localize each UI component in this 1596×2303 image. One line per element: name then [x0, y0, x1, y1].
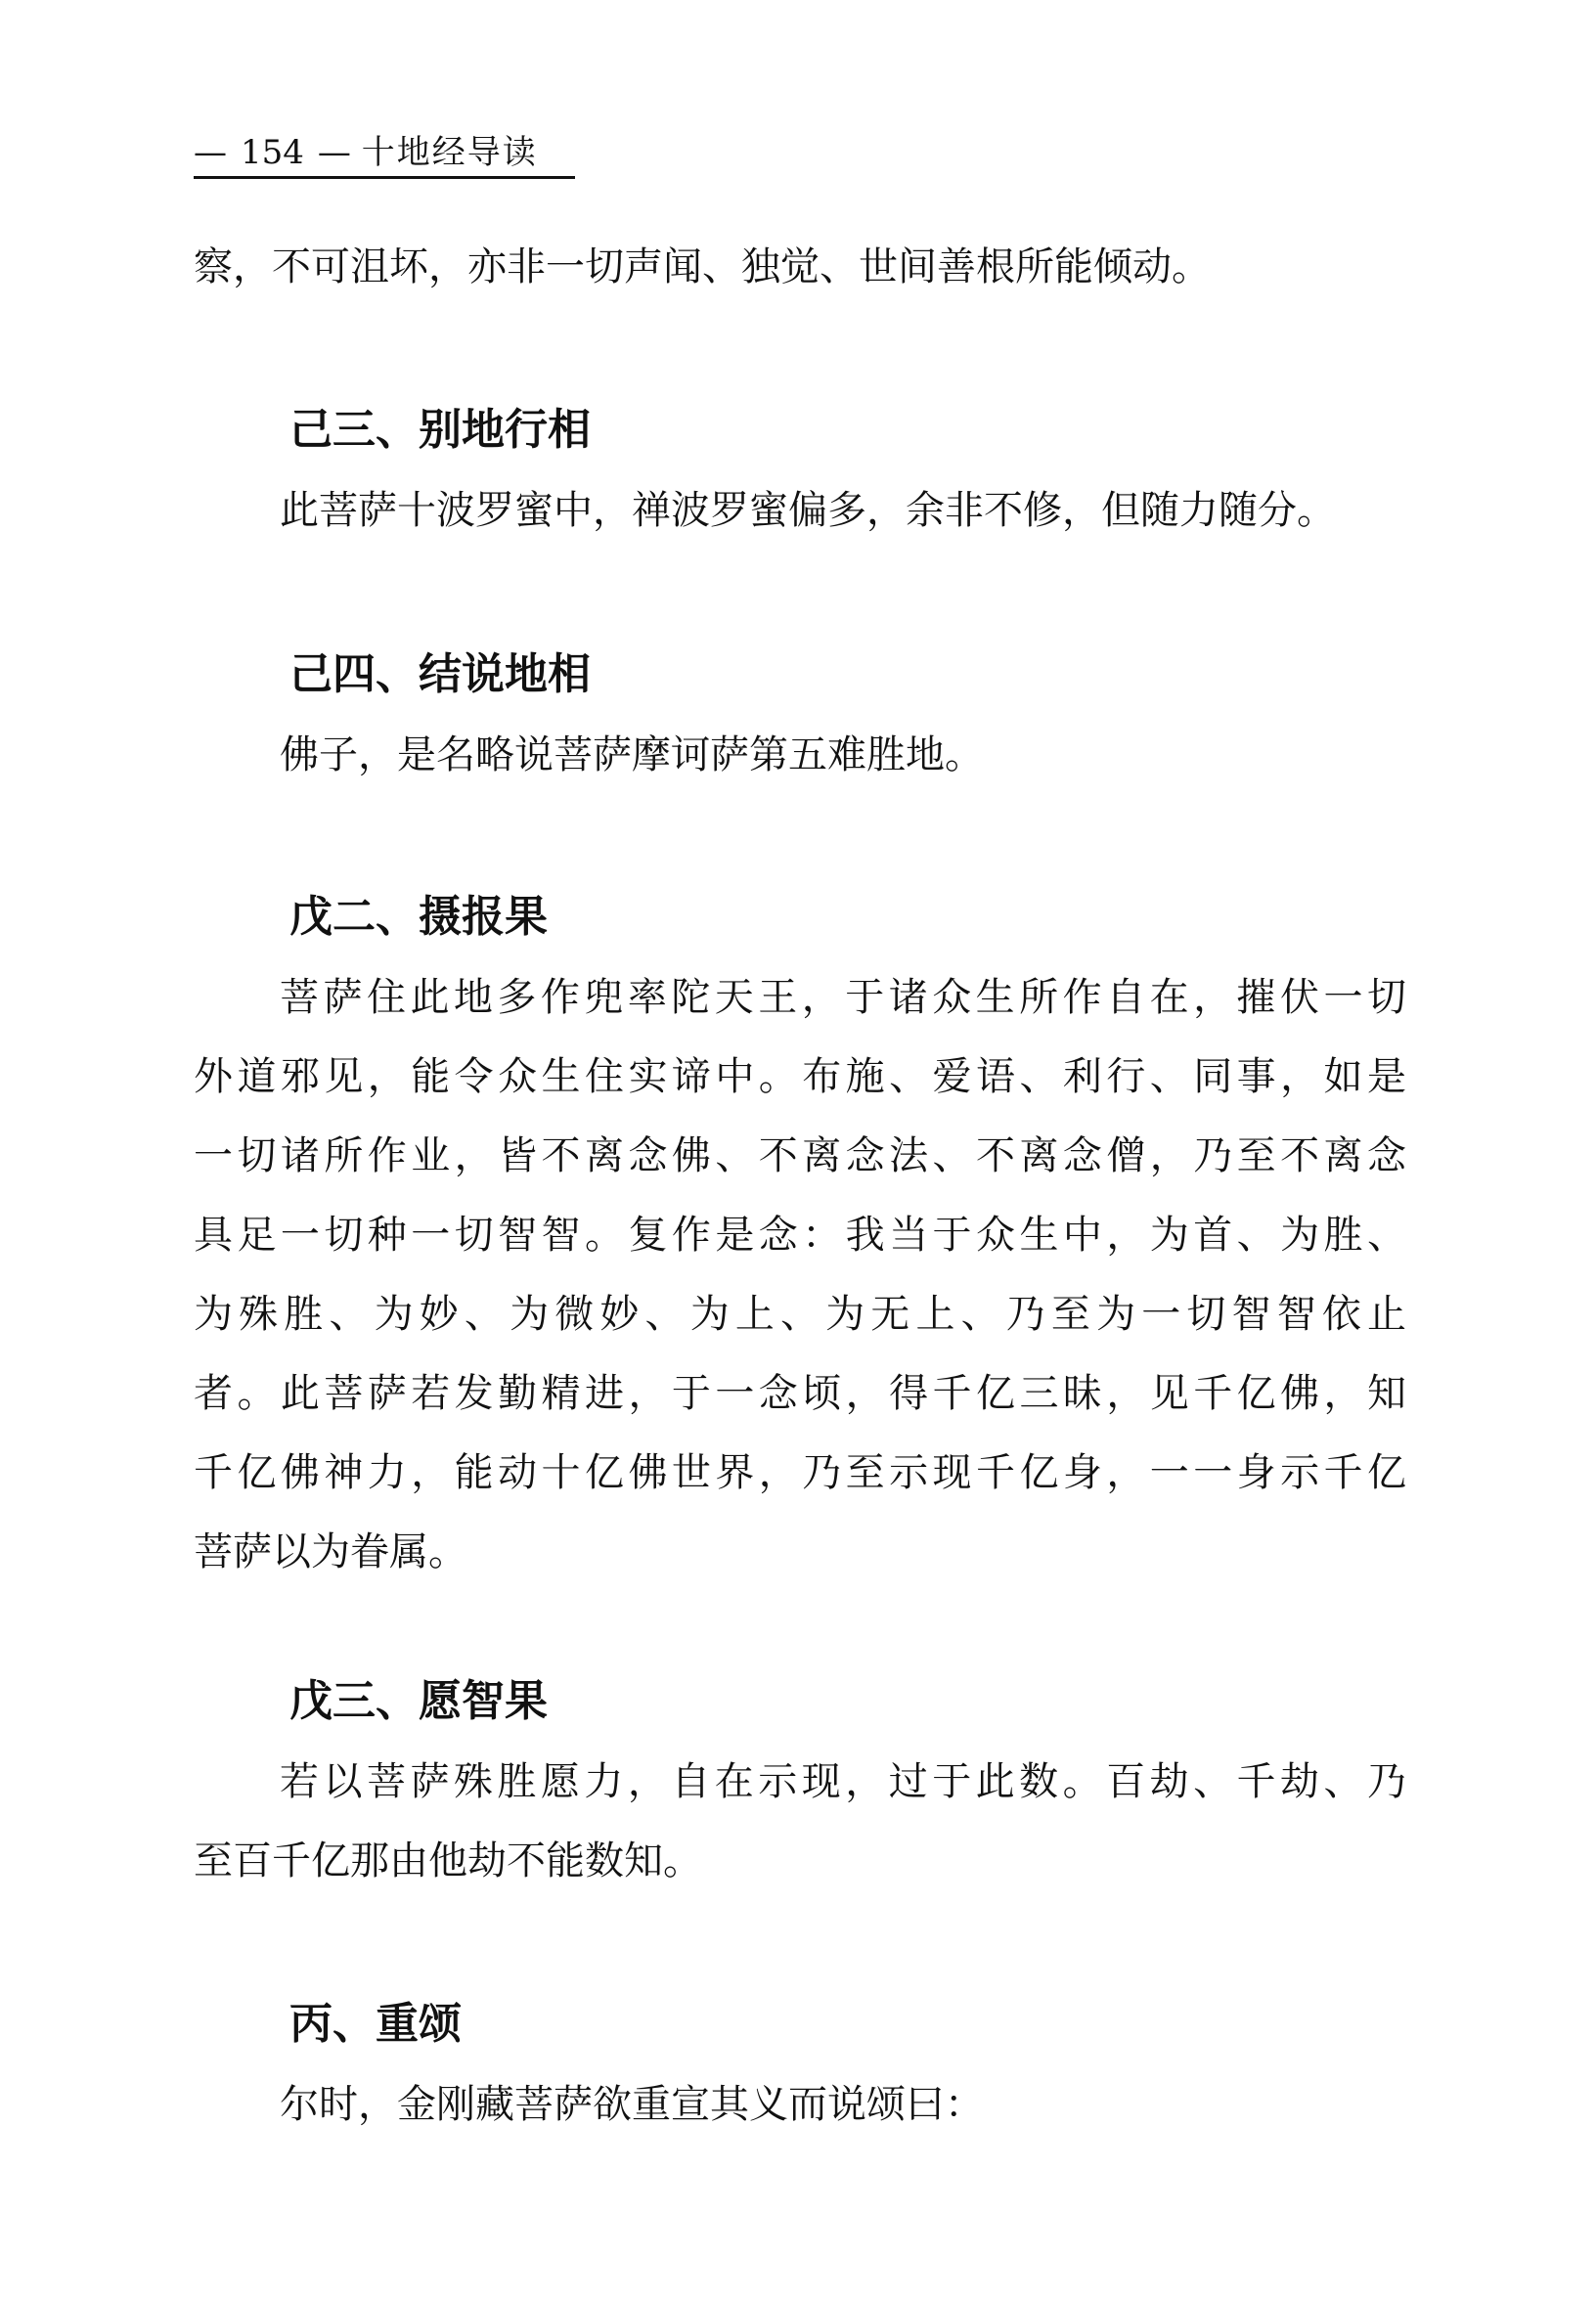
paragraph-line: 若以菩萨殊胜愿力，自在示现，过于此数。百劫、千劫、乃 [280, 1759, 1406, 1804]
paragraph-line: 菩萨以为眷属。 [194, 1529, 467, 1574]
header-dash-left: — [194, 133, 227, 172]
section-body-line: 佛子，是名略说菩萨摩诃萨第五难胜地。 [280, 732, 984, 777]
paragraph-line: 外道邪见，能令众生住实谛中。布施、爱语、利行、同事，如是 [194, 1054, 1406, 1099]
section-paragraph [194, 1743, 1406, 1901]
paragraph-line: 者。此菩萨若发勤精进，于一念顷，得千亿三昧，见千亿佛，知 [194, 1371, 1406, 1416]
paragraph-line: 一切诸所作业，皆不离念佛、不离念法、不离念僧，乃至不离念 [194, 1133, 1406, 1178]
paragraph-line: 至百千亿那由他劫不能数知。 [194, 1838, 702, 1883]
paragraph-line: 具足一切种一切智智。复作是念：我当于众生中，为首、为胜、 [194, 1213, 1406, 1258]
section-heading-yuan-zhi-guo: 戊三、愿智果 [289, 1676, 548, 1726]
section-body-line: 尔时，金刚藏菩萨欲重宣其义而说颂曰： [280, 2082, 984, 2127]
section-body-line: 此菩萨十波罗蜜中，禅波罗蜜偏多，余非不修，但随力随分。 [280, 488, 1336, 533]
page-number: 154 [241, 133, 304, 172]
continuation-line: 察，不可沮坏，亦非一切声闻、独觉、世间善根所能倾动。 [194, 244, 1211, 289]
section-heading-she-bao-guo: 戊二、摄报果 [289, 892, 548, 942]
header-dash-right: — [317, 133, 351, 172]
paragraph-line: 为殊胜、为妙、为微妙、为上、为无上、乃至为一切智智依止 [194, 1292, 1406, 1337]
running-header [194, 129, 575, 179]
section-heading-chong-song: 丙、重颂 [289, 1999, 462, 2049]
book-title: 十地经导读 [361, 133, 538, 172]
paragraph-line: 千亿佛神力，能动十亿佛世界，乃至示现千亿身，一一身示千亿 [194, 1450, 1406, 1495]
paragraph-line: 菩萨住此地多作兜率陀天王，于诸众生所作自在，摧伏一切 [280, 975, 1406, 1020]
section-paragraph [194, 958, 1406, 1592]
section-heading-jie-shuo-di-xiang: 己四、结说地相 [289, 649, 591, 699]
section-heading-bie-di-xing-xiang: 己三、别地行相 [289, 405, 591, 455]
